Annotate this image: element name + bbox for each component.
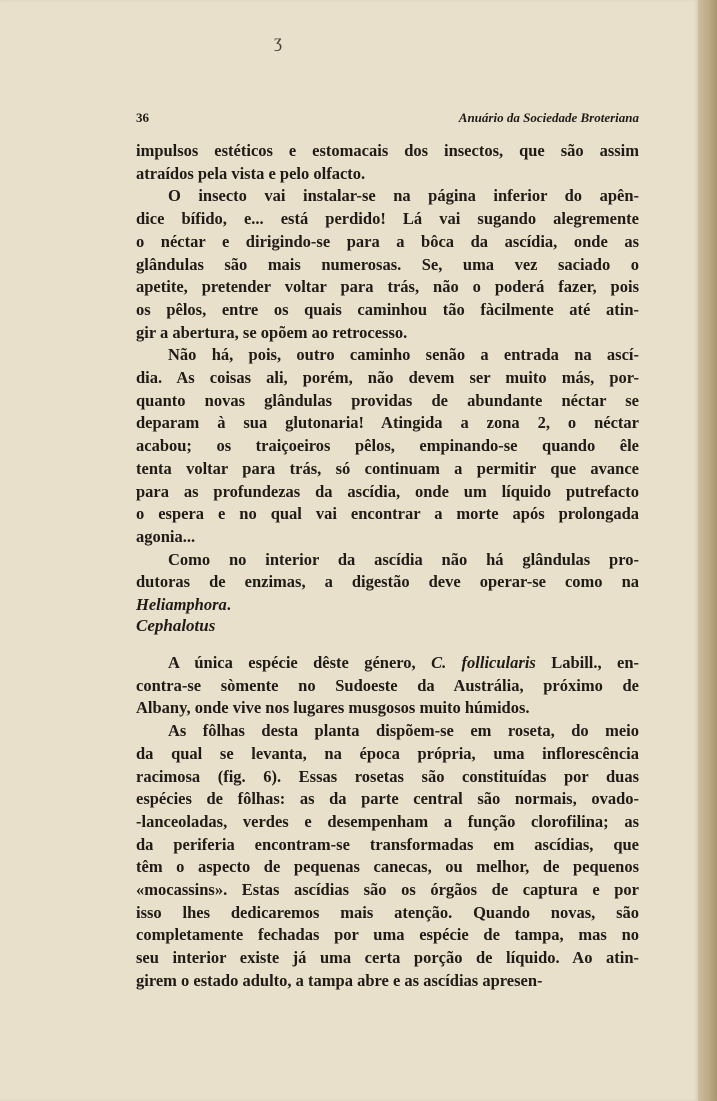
text-line: contra-se sòmente no Sudoeste da Austrália, próximo de <box>136 675 639 695</box>
text-line: isso lhes dedicaremos mais atenção. Quando novas, são <box>136 902 639 922</box>
body-text-top <box>136 140 639 617</box>
body-text-bottom <box>136 652 639 993</box>
text-line: completamente fechadas por uma espécie de tampa, mas no <box>136 925 639 945</box>
paragraph <box>136 652 639 720</box>
text-line: acabou; os traiçoeiros pêlos, empinando-se quando êle <box>136 436 639 456</box>
page-header <box>136 108 639 128</box>
text-line: Heliamphora. <box>136 595 231 615</box>
text-line: O insecto vai instalar-se na página inferior do apên- <box>168 186 639 206</box>
paragraph <box>136 720 639 992</box>
text-line: espécies de fôlhas: as da parte central são normais, ovado- <box>136 789 639 809</box>
text-line: seu interior existe já uma certa porção de líquido. Ao atin- <box>136 948 639 968</box>
section-heading: Cephalotus <box>136 616 216 635</box>
text-line: impulsos estéticos e estomacais dos insectos, que são assim <box>136 141 639 160</box>
text-line: deparam à sua glutonaria! Atingida a zona 2, o néctar <box>136 413 639 433</box>
text-line: Como no interior da ascídia não há glândulas pro- <box>168 549 639 569</box>
text-line: quanto novas glândulas providas de abundante néctar se <box>136 390 639 410</box>
paragraph <box>136 185 639 344</box>
text-line: «mocassins». Estas ascídias são os órgãos de captura e por <box>136 880 639 900</box>
text-line: atraídos pela vista e pelo olfacto. <box>136 163 366 183</box>
text-line: dice bífido, e... está perdido! Lá vai sugando alegremente <box>136 209 639 229</box>
text-line: girem o estado adulto, a tampa abre e as ascídias apresen- <box>136 970 543 990</box>
text-line: Não há, pois, outro caminho senão a entrada na ascí- <box>168 345 639 365</box>
paragraph <box>136 140 639 185</box>
text-line: o espera e no qual vai encontrar a morte após prolongada <box>136 504 639 524</box>
paragraph <box>136 344 639 548</box>
text-line: para as profundezas da ascídia, onde um líquido putrefacto <box>136 481 639 501</box>
text-line: dia. As coisas ali, porém, não devem ser muito más, por- <box>136 368 639 388</box>
text-line: têm o aspecto de pequenas canecas, ou melhor, de pequenos <box>136 857 639 877</box>
text-line: da periferia encontram-se transformadas em ascídias, que <box>136 834 639 854</box>
text-line: Albany, onde vive nos lugares musgosos muito húmidos. <box>136 698 530 718</box>
text-line: da qual se levanta, na época própria, uma inflorescência <box>136 743 639 763</box>
top-mark: ʒ <box>274 31 282 51</box>
text-line: -lanceoladas, verdes e desempenham a função clorofilina; as <box>136 811 639 831</box>
text-line: os pêlos, entre os quais caminhou tão fàcilmente até atin- <box>136 299 639 319</box>
paragraph <box>136 549 639 617</box>
text-line: gir a abertura, se opõem ao retrocesso. <box>136 322 408 342</box>
text-line: glândulas são mais numerosas. Se, uma vez saciado o <box>136 254 639 274</box>
text-line: o néctar e dirigindo-se para a bôca da ascídia, onde as <box>136 231 639 251</box>
text-line: tenta voltar para trás, só continuam a permitir que avance <box>136 458 639 478</box>
text-line: As fôlhas desta planta dispõem-se em roseta, do meio <box>168 721 639 741</box>
text-line: A única espécie dêste género, C. follicularis Labill., en- <box>168 653 639 672</box>
running-title: Anuário da Sociedade Broteriana <box>458 110 639 125</box>
text-line: agonia... <box>136 526 196 546</box>
text-line: dutoras de enzimas, a digestão deve operar-se como na <box>136 572 639 592</box>
page-number: 36 <box>136 110 149 125</box>
text-line: apetite, pretender voltar para trás, não o poderá fazer, pois <box>136 277 639 297</box>
book-spine <box>698 0 717 1101</box>
text-line: racimosa (fig. 6). Essas rosetas são constituídas por duas <box>136 766 639 786</box>
